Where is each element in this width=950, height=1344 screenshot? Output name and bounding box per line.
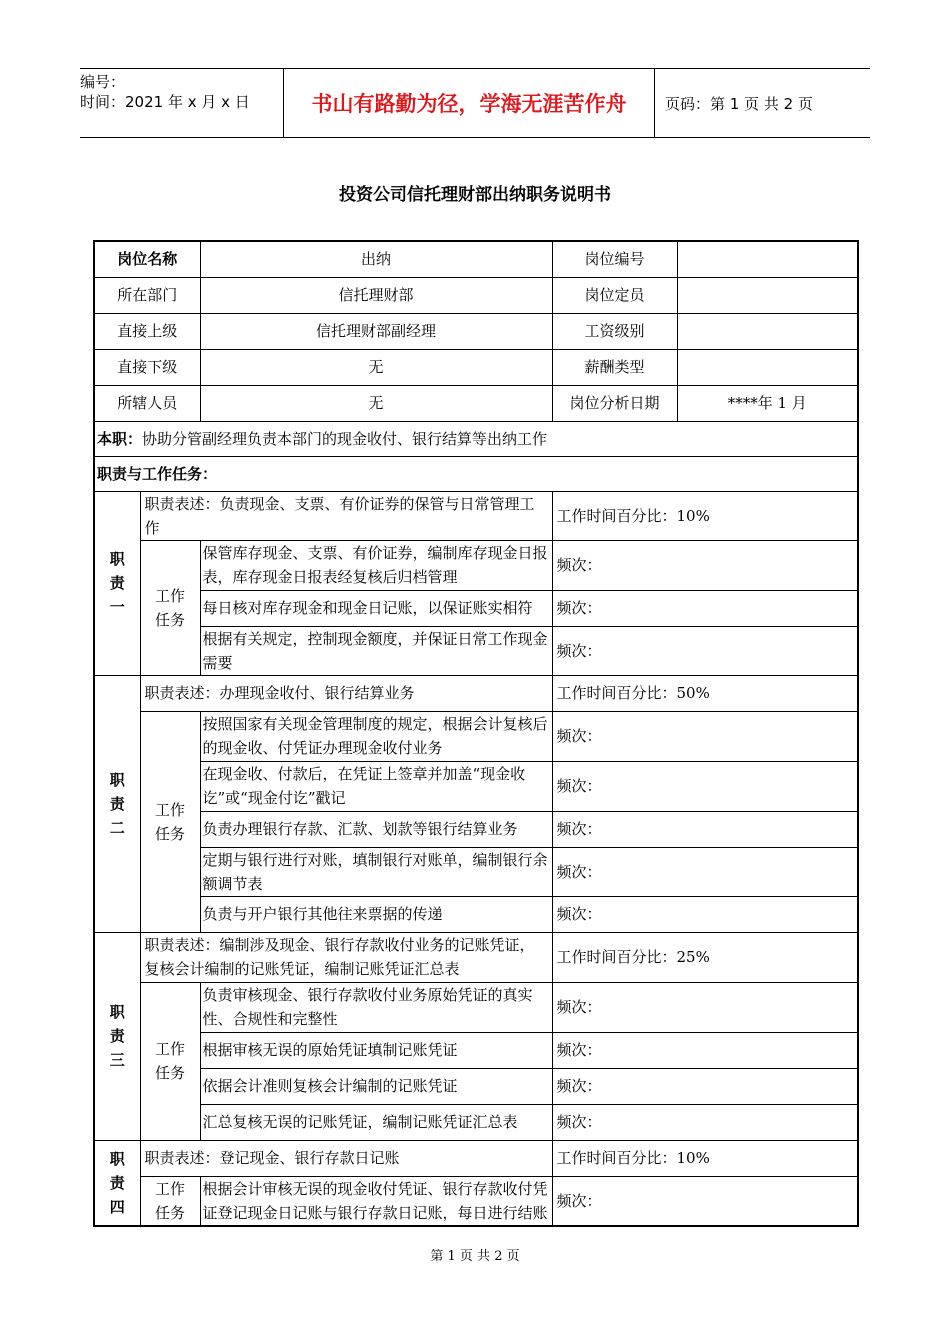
info-label: 岗位编号 xyxy=(552,241,677,277)
task-row xyxy=(94,896,858,932)
task-text: 负责与开户银行其他往来票据的传递 xyxy=(200,896,552,932)
frequency: 频次： xyxy=(552,711,858,761)
frequency: 频次： xyxy=(552,982,858,1032)
duty-desc-row xyxy=(94,932,858,982)
task-row xyxy=(94,711,858,761)
duty-desc-row xyxy=(94,1140,858,1176)
task-row xyxy=(94,1176,858,1226)
header-motto: 书山有路勤为径，学海无涯苦作舟 xyxy=(283,69,655,137)
task-text: 根据审核无误的原始凭证填制记账凭证 xyxy=(200,1032,552,1068)
info-value: 出纳 xyxy=(200,241,552,277)
info-value: 无 xyxy=(200,385,552,421)
info-label: 工资级别 xyxy=(552,313,677,349)
info-value xyxy=(677,277,858,313)
duty-cell xyxy=(94,421,858,456)
info-label: 岗位名称 xyxy=(94,241,200,277)
frequency: 频次： xyxy=(552,540,858,590)
job-description-table xyxy=(93,240,859,1227)
task-text: 根据有关规定，控制现金额度，并保证日常工作现金需要 xyxy=(200,626,552,675)
task-text: 负责办理银行存款、汇款、划款等银行结算业务 xyxy=(200,811,552,847)
duty-group-label: 职 责 一 xyxy=(94,491,140,675)
duty-desc: 职责表述：登记现金、银行存款日记账 xyxy=(140,1140,552,1176)
duty-group-label: 职 责 三 xyxy=(94,932,140,1140)
task-row xyxy=(94,1032,858,1068)
document-title: 投资公司信托理财部出纳职务说明书 xyxy=(339,185,611,205)
duty-desc: 职责表述：办理现金收付、银行结算业务 xyxy=(140,675,552,711)
info-label: 岗位定员 xyxy=(552,277,677,313)
info-label: 所在部门 xyxy=(94,277,200,313)
time-percentage: 工作时间百分比：25% xyxy=(552,932,858,982)
task-text: 定期与银行进行对账，填制银行对账单，编制银行余额调节表 xyxy=(200,847,552,896)
task-label: 工作 任务 xyxy=(140,540,200,675)
frequency: 频次： xyxy=(552,761,858,811)
page-footer: 第 1 页 共 2 页 xyxy=(430,1249,520,1264)
duty-row xyxy=(94,421,858,456)
info-label: 岗位分析日期 xyxy=(552,385,677,421)
info-row xyxy=(94,349,858,385)
frequency: 频次： xyxy=(552,1104,858,1140)
info-label: 薪酬类型 xyxy=(552,349,677,385)
info-value xyxy=(677,313,858,349)
task-row xyxy=(94,1104,858,1140)
frequency: 频次： xyxy=(552,811,858,847)
duty-desc-row xyxy=(94,491,858,540)
frequency: 频次： xyxy=(552,1032,858,1068)
frequency: 频次： xyxy=(552,1068,858,1104)
tasks-header: 职责与工作任务： xyxy=(94,456,858,491)
task-label: 工作 任务 xyxy=(140,711,200,932)
task-text: 依据会计准则复核会计编制的记账凭证 xyxy=(200,1068,552,1104)
time-label: 时间：2021 年 x 月 x 日 xyxy=(80,93,250,111)
task-row xyxy=(94,1068,858,1104)
task-row xyxy=(94,626,858,675)
duty-desc: 职责表述：编制涉及现金、银行存款收付业务的记账凭证，复核会计编制的记账凭证，编制记账凭证汇总表 xyxy=(140,932,552,982)
info-value: ****年 1 月 xyxy=(677,385,858,421)
task-text: 按照国家有关现金管理制度的规定，根据会计复核后的现金收、付凭证办理现金收付业务 xyxy=(200,711,552,761)
task-row xyxy=(94,590,858,626)
time-percentage: 工作时间百分比：50% xyxy=(552,675,858,711)
info-value: 信托理财部 xyxy=(200,277,552,313)
info-row xyxy=(94,313,858,349)
task-text: 汇总复核无误的记账凭证，编制记账凭证汇总表 xyxy=(200,1104,552,1140)
duty-desc-row xyxy=(94,675,858,711)
frequency: 频次： xyxy=(552,896,858,932)
info-row xyxy=(94,277,858,313)
task-label: 工作 任务 xyxy=(140,1176,200,1226)
task-row xyxy=(94,982,858,1032)
task-text: 根据会计审核无误的现金收付凭证、银行存款收付凭证登记现金日记账与银行存款日记账，每日进行结账 xyxy=(200,1176,552,1226)
frequency: 频次： xyxy=(552,626,858,675)
task-row xyxy=(94,761,858,811)
info-label: 直接下级 xyxy=(94,349,200,385)
header-meta xyxy=(80,69,283,137)
page-header xyxy=(80,68,870,138)
duty-label: 本职： xyxy=(97,429,143,448)
serial-label: 编号： xyxy=(80,73,126,91)
frequency: 频次： xyxy=(552,847,858,896)
task-text: 保管库存现金、支票、有价证券，编制库存现金日报表，库存现金日报表经复核后归档管理 xyxy=(200,540,552,590)
info-row xyxy=(94,241,858,277)
task-row xyxy=(94,540,858,590)
duty-desc: 职责表述：负责现金、支票、有价证券的保管与日常管理工作 xyxy=(140,491,552,540)
info-value: 无 xyxy=(200,349,552,385)
info-value: 信托理财部副经理 xyxy=(200,313,552,349)
task-text: 负责审核现金、银行存款收付业务原始凭证的真实性、合规性和完整性 xyxy=(200,982,552,1032)
frequency: 频次： xyxy=(552,1176,858,1226)
duty-group-label: 职 责 二 xyxy=(94,675,140,932)
tasks-header-row xyxy=(94,456,858,491)
task-text: 每日核对库存现金和现金日记账，以保证账实相符 xyxy=(200,590,552,626)
info-label: 所辖人员 xyxy=(94,385,200,421)
duty-text: 协助分管副经理负责本部门的现金收付、银行结算等出纳工作 xyxy=(142,429,548,448)
task-row xyxy=(94,847,858,896)
info-value xyxy=(677,349,858,385)
duty-group-label: 职 责 四 xyxy=(94,1140,140,1226)
task-text: 在现金收、付款后，在凭证上签章并加盖“现金收讫”或“现金付讫”戳记 xyxy=(200,761,552,811)
info-value xyxy=(677,241,858,277)
time-percentage: 工作时间百分比：10% xyxy=(552,1140,858,1176)
frequency: 频次： xyxy=(552,590,858,626)
info-label: 直接上级 xyxy=(94,313,200,349)
time-percentage: 工作时间百分比：10% xyxy=(552,491,858,540)
task-row xyxy=(94,811,858,847)
task-label: 工作 任务 xyxy=(140,982,200,1140)
info-row xyxy=(94,385,858,421)
header-page-number: 页码：第 1 页 共 2 页 xyxy=(665,94,813,113)
